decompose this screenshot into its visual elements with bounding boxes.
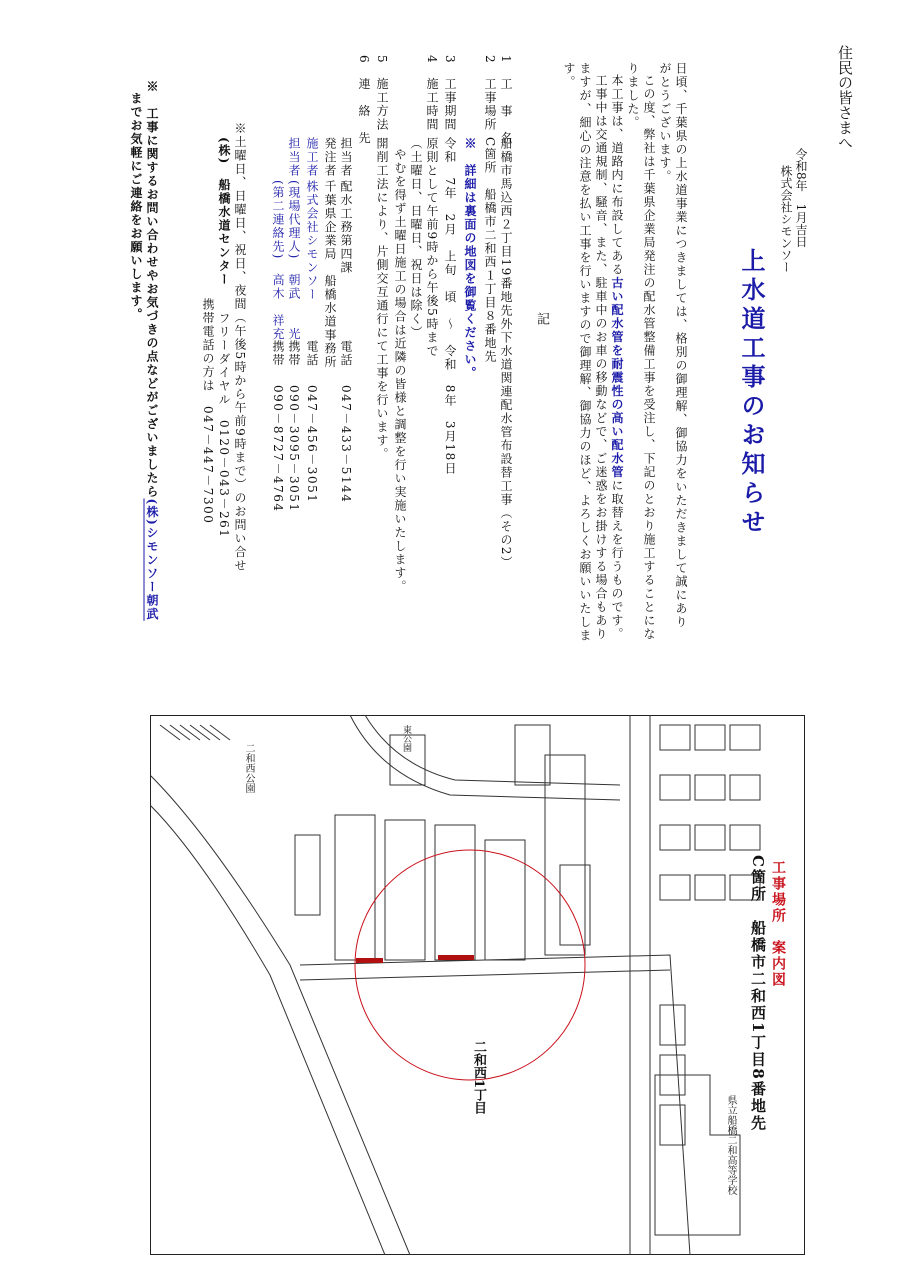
- item1-label: 1 工 事 名: [499, 55, 513, 146]
- contact-tel-label: 電話: [305, 340, 319, 367]
- contact-tel: 047－433－5144: [339, 385, 353, 504]
- contact-tel: 047－456－3051: [305, 385, 319, 504]
- paragraph-line: この度、弊社は千葉県企業局発注の配水管整備工事を受注し、下記のとおり施工することにな: [642, 74, 656, 641]
- work-segment: [438, 955, 474, 960]
- map-school-label: 県立船橋二和高等学校: [725, 1095, 736, 1195]
- item5-label: 5 施工方法: [375, 55, 389, 132]
- item2-value: C箇所 船橋市二和西１丁目８番地先: [483, 137, 497, 364]
- night-note: ※土曜日、日曜日、祝日、夜間（午後5時から午前9時まで）のお問い合せ: [233, 122, 247, 573]
- work-segment: [356, 958, 383, 963]
- paragraph-line: りました。: [626, 62, 640, 130]
- paragraph-line: がとうございます。: [658, 62, 672, 184]
- date: 令和8年 1月吉日: [794, 148, 808, 248]
- location-map: [150, 715, 805, 1255]
- item2-note: ※ 詳細は裏面の地図を御覧ください。: [463, 137, 477, 380]
- contact-tel-label: 電話: [339, 340, 353, 367]
- contact-link[interactable]: (株)シモンソー朝武: [145, 498, 159, 621]
- paragraph-line: 工事中は交通規制、騒音、また、駐車中のお車の移動などで、ご迷惑をお掛けする場合もあり: [594, 74, 608, 641]
- contact-role: 発注者: [323, 137, 337, 178]
- contact-name: (現場代理人) 朝武 光: [287, 180, 301, 341]
- greeting: 住民の皆さまへ: [836, 45, 854, 150]
- paragraph-line: 本工事は、道路内に布設してある古い配水管を耐震性の高い配水管に取替えを行うものです。: [610, 74, 624, 641]
- notice-title: 上水道工事のお知らせ: [737, 248, 766, 538]
- contact-name: 株式会社シモンソー: [305, 180, 319, 302]
- map-park-label: 二和西公園: [243, 743, 254, 793]
- issuer: 株式会社シモンソー: [779, 165, 793, 273]
- contact-name: 千葉県企業局 船橋水道事務所: [323, 180, 337, 369]
- contact-tel-label: 携帯: [287, 340, 301, 367]
- mobile-number: 携帯電話の方は 047－447－7300: [201, 298, 215, 525]
- map-small-label: 東公園: [401, 725, 411, 752]
- item5-value: 開削工法により、片側交互通行にて工事を行います。: [375, 137, 389, 461]
- contact-tel: 090－8727－4764: [271, 385, 285, 513]
- item3-value: 令和 7年 2月 上旬 頃 ～ 令和 8年 3月18日: [443, 137, 457, 476]
- item1-value: 船橋市馬込西２丁目19番地先外下水道関連配水管布設替工事（その2）: [499, 137, 513, 570]
- map-heading: 工事場所 案内図: [770, 860, 786, 988]
- item2-label: 2 工事場所: [483, 55, 497, 132]
- item4-note: （土曜日、日曜日、祝日は除く）: [409, 137, 423, 340]
- item4-label: 4 施工時間: [425, 55, 439, 132]
- free-dial: フリーダイヤル 0120－043－261: [217, 312, 231, 539]
- item4-value: 原則として午前9時から午後5時まで: [425, 137, 439, 358]
- closing-line-2: までお気軽にご連絡をお願いします。: [129, 92, 143, 322]
- map-location: C箇所 船橋市二和西1丁目8番地先: [749, 855, 767, 1132]
- contact-tel-label: 携帯: [271, 340, 285, 367]
- map-drawing: [150, 715, 805, 1255]
- closing-text: ※ 工事に関するお問い合わせやお気づきの点などがございましたら: [145, 80, 159, 499]
- map-area-label: 二和西1丁目: [471, 1040, 486, 1115]
- ki-marker: 記: [534, 312, 549, 325]
- item6-label: 6 連 絡 先: [357, 55, 371, 146]
- paragraph-line: す。: [562, 62, 576, 89]
- closing-line-1: [146, 80, 158, 621]
- item4-note2: やむを得ず土曜日施工の場合は近隣の皆様と調整を行い実施いたします。: [393, 148, 407, 594]
- item3-label: 3 工事期間: [443, 55, 457, 132]
- contact-role: 施工者: [305, 137, 319, 178]
- paragraph-line: ますが、細心の注意を払い工事を行いますので御理解、御協力のほど、よろしくお願いいたしま: [578, 62, 592, 643]
- contact-name: 配水工務第四課: [339, 180, 353, 275]
- paragraph-line: 日頃、千葉県の上水道事業につきましては、格別の御理解、御協力をいただきまして誠にあり: [674, 62, 688, 629]
- center-name: (株) 船橋水道センター: [217, 137, 231, 287]
- contact-name: (第二連絡先) 高木 祥充: [271, 180, 285, 341]
- contact-role: 担当者: [339, 137, 353, 178]
- contact-role: 担当者: [287, 137, 301, 178]
- contact-tel: 090－3095－3051: [287, 385, 301, 513]
